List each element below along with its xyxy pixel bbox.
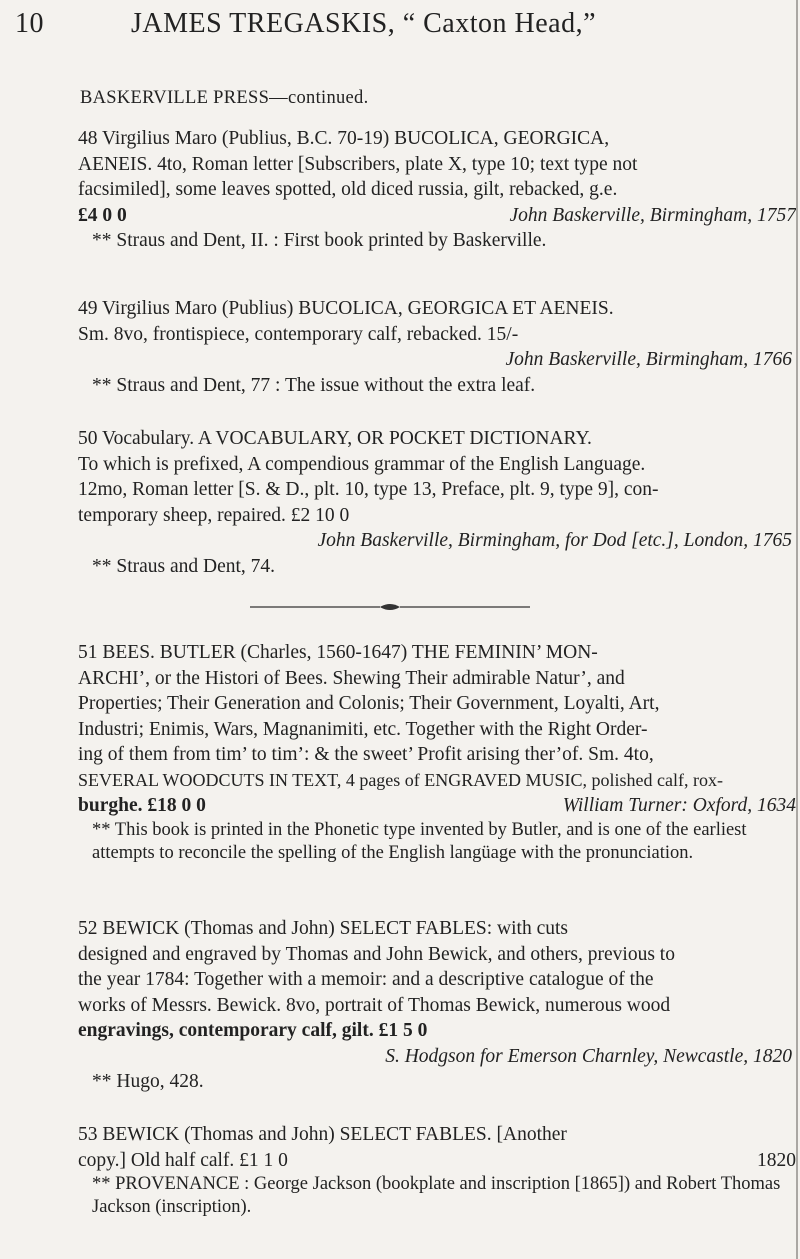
entry-line: 53 BEWICK (Thomas and John) SELECT FABLES. [Another	[78, 1124, 567, 1145]
entry-note: ** Straus and Dent, II. : First book printed by Baskerville.	[92, 230, 547, 251]
entry-price-line: burghe. £18 0 0	[78, 795, 206, 816]
entry-52	[78, 916, 796, 1095]
entry-line: copy.] Old half calf. £1 1 0	[78, 1149, 288, 1171]
entry-49	[78, 296, 796, 398]
entry-note: ** Straus and Dent, 77 : The issue without the extra leaf.	[92, 374, 536, 396]
entry-line: 52 BEWICK (Thomas and John) SELECT FABLES: with cuts	[78, 918, 569, 939]
entry-line: SEVERAL WOODCUTS IN TEXT, 4 pages of ENGRAVED MUSIC, polished calf, rox-	[78, 769, 723, 790]
entry-imprint: John Baskerville, Birmingham, 1766	[505, 349, 792, 370]
entry-line: works of Messrs. Bewick. 8vo, portrait of Thomas Bewick, numerous wood	[78, 994, 671, 1016]
entry-line: Properties; Their Generation and Colonis; Their Government, Loyalti, Art,	[78, 693, 660, 714]
entry-line: 49 Virgilius Maro (Publius) BUCOLICA, GEORGICA ET AENEIS.	[78, 298, 614, 319]
entry-note: ** Straus and Dent, 74.	[92, 555, 276, 577]
entry-line: To which is prefixed, A compendious grammar of the English Language.	[78, 453, 646, 475]
entry-50	[78, 426, 796, 579]
entry-price: £4 0 0	[78, 204, 127, 226]
entry-imprint: William Turner: Oxford, 1634	[562, 795, 796, 816]
entry-imprint: John Baskerville, Birmingham, 1757	[509, 204, 796, 226]
entry-line: 50 Vocabulary. A VOCABULARY, OR POCKET DICTIONARY.	[78, 428, 592, 449]
entry-line: temporary sheep, repaired. £2 10 0	[78, 504, 350, 526]
ornamental-rule	[250, 600, 530, 614]
page-number: 10	[15, 8, 44, 39]
entry-imprint: John Baskerville, Birmingham, for Dod [etc.], London, 1765	[317, 530, 792, 551]
entry-line: designed and engraved by Thomas and John Bewick, and others, previous to	[78, 943, 675, 965]
entry-line: the year 1784: Together with a memoir: and a descriptive catalogue of the	[78, 969, 654, 990]
entry-imprint: 1820	[757, 1149, 796, 1171]
entry-note: ** Hugo, 428.	[92, 1071, 204, 1092]
entry-48	[78, 126, 796, 254]
entry-line: 12mo, Roman letter [S. & D., plt. 10, type 13, Preface, plt. 9, type 9], con-	[78, 479, 659, 500]
page-edge	[796, 0, 798, 1259]
entry-line: AENEIS. 4to, Roman letter [Subscribers, plate X, type 10; text type not	[78, 153, 638, 175]
entry-line: engravings, contemporary calf, gilt. £1 5 0	[78, 1020, 428, 1041]
entry-line: 51 BEES. BUTLER (Charles, 1560-1647) THE FEMININ’ MON-	[78, 642, 598, 663]
section-heading: BASKERVILLE PRESS—continued.	[80, 88, 369, 108]
entry-53	[78, 1122, 796, 1219]
entry-line: ing of them from tim’ to tim’: & the sweet’ Profit arising ther’of. Sm. 4to,	[78, 744, 654, 765]
entry-note: ** This book is printed in the Phonetic type invented by Butler, and is one of the earliest attempts to reconcile the spelling of the English langüage with the pronunciation.	[92, 819, 747, 863]
running-title: JAMES TREGASKIS, “ Caxton Head,”	[131, 8, 597, 39]
entry-imprint: S. Hodgson for Emerson Charnley, Newcastle, 1820	[385, 1045, 792, 1067]
entry-line: ARCHI’, or the Histori of Bees. Shewing Their admirable Natur’, and	[78, 667, 625, 689]
entry-51	[78, 640, 796, 865]
entry-line: Industri; Enimis, Wars, Magnanimiti, etc. Together with the Right Order-	[78, 718, 648, 740]
entry-line: 48 Virgilius Maro (Publius, B.C. 70-19) BUCOLICA, GEORGICA,	[78, 128, 610, 149]
entry-line: Sm. 8vo, frontispiece, contemporary calf, rebacked. 15/-	[78, 323, 519, 345]
entry-note: ** PROVENANCE : George Jackson (bookplate and inscription [1865]) and Robert Thomas Jackson (inscription).	[92, 1174, 781, 1217]
entry-line: facsimiled], some leaves spotted, old diced russia, gilt, rebacked, g.e.	[78, 179, 618, 200]
running-header	[15, 8, 785, 54]
